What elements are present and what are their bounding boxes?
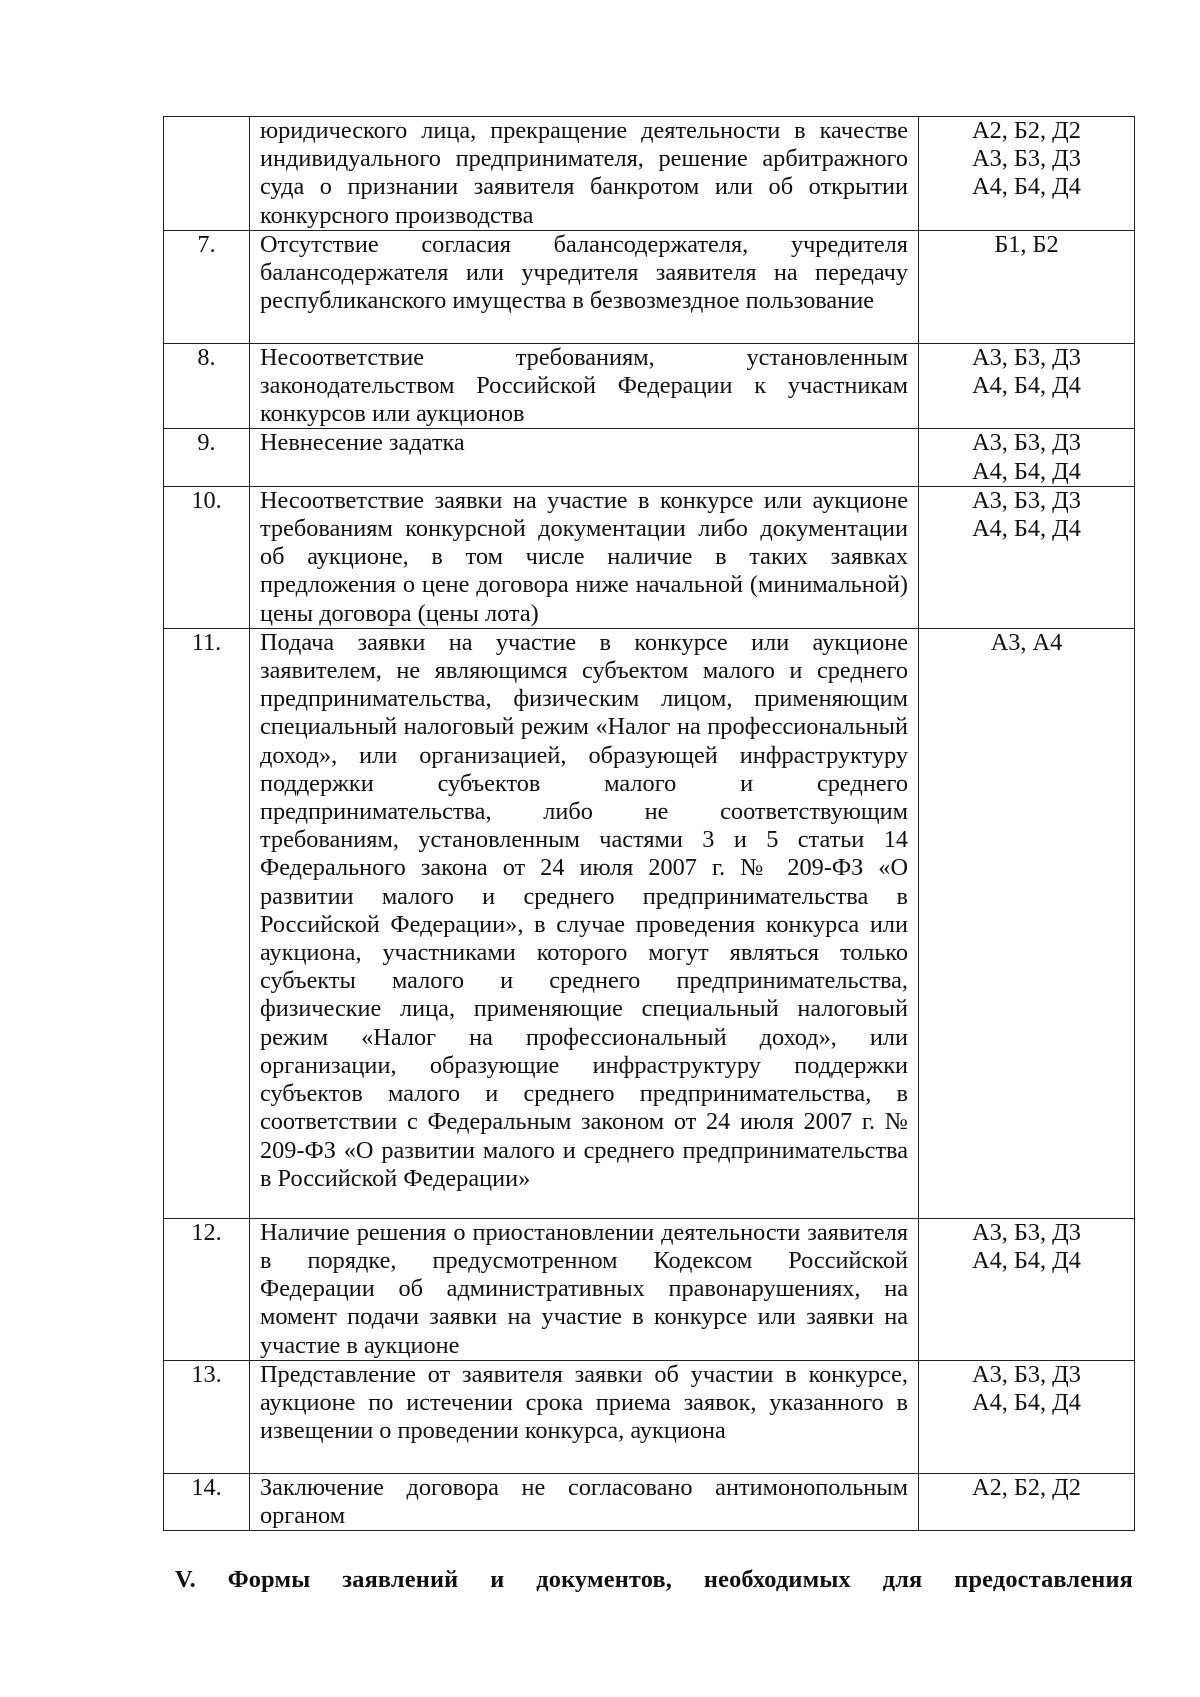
row-text: юридического лица, прекращение деятельности в качестве индивидуального предпринимателя, решение арбитражного суда о признании заявителя банкротом или об открытии конкурсного производства	[250, 117, 919, 231]
code-line: А4, Б4, Д4	[972, 1389, 1081, 1417]
row-text: Подача заявки на участие в конкурсе или аукционе заявителем, не являющимся субъектом малого и среднего предпринимательства, физическим лицом, применяющим специальный налоговый режим «Налог на профессиональный доход», или организацией, образующей инфраструктуру поддержки субъектов малого и среднего предпринимательства, либо не соответствующим требованиям, установленным частями 3 и 5 статьи 14 Федерального закона от 24 июля 2007 г. № 209-ФЗ «О развитии малого и среднего предпринимательства в Российской Федерации», в случае проведения конкурса или аукциона, участниками которого могут являться только субъекты малого и среднего предпринимательства, физические лица, применяющие специальный налоговый режим «Налог на профессиональный доход», или организации, образующие инфраструктуру поддержки субъектов малого и среднего предпринимательства, в соответствии с Федеральным законом от 24 июля 2007 г. № 209-ФЗ «О развитии малого и среднего предпринимательства в Российской Федерации»	[250, 628, 919, 1218]
code-line: А3, Б3, Д3	[972, 1218, 1081, 1246]
row-text: Наличие решения о приостановлении деятельности заявителя в порядке, предусмотренном Кодексом Российской Федерации об административных правонарушениях, на момент подачи заявки на участие в конкурсе или заявки на участие в аукционе	[250, 1218, 919, 1360]
code-line: А3, Б3, Д3	[972, 429, 1081, 457]
row-text: Представление от заявителя заявки об участии в конкурсе, аукционе по истечении срока приема заявок, указанного в извещении о проведении конкурса, аукциона	[250, 1360, 919, 1473]
row-text: Заключение договора не согласовано антимонопольным органом	[250, 1473, 919, 1530]
code-line: А3, Б3, Д3	[972, 145, 1081, 173]
code-line: Б1, Б2	[994, 230, 1059, 258]
table-row	[164, 1473, 1135, 1530]
row-codes	[919, 1360, 1135, 1473]
row-codes	[919, 117, 1135, 231]
row-codes	[919, 486, 1135, 628]
row-codes	[919, 230, 1135, 343]
row-number: 13.	[164, 1360, 250, 1473]
table-row	[164, 117, 1135, 231]
row-text: Отсутствие согласия балансодержателя, учредителя балансодержателя или учредителя заявителя на передачу республиканского имущества в безвозмездное пользование	[250, 230, 919, 343]
refusal-grounds-table	[163, 116, 1135, 1531]
row-codes	[919, 1218, 1135, 1360]
row-number: 10.	[164, 486, 250, 628]
row-number: 12.	[164, 1218, 250, 1360]
row-codes	[919, 628, 1135, 1218]
code-line: А4, Б4, Д4	[972, 173, 1081, 201]
row-codes	[919, 1473, 1135, 1530]
table-row	[164, 486, 1135, 628]
section-heading: V. Формы заявлений и документов, необходимых для предоставления	[175, 1566, 1133, 1593]
row-number: 14.	[164, 1473, 250, 1530]
row-number	[164, 117, 250, 231]
row-number: 8.	[164, 343, 250, 429]
table-row	[164, 343, 1135, 429]
row-text: Несоответствие заявки на участие в конкурсе или аукционе требованиям конкурсной документации либо документации об аукционе, в том числе наличие в таких заявках предложения о цене договора ниже начальной (минимальной) цены договора (цены лота)	[250, 486, 919, 628]
code-line: А3, А4	[990, 628, 1063, 656]
code-line: А2, Б2, Д2	[972, 117, 1081, 144]
code-line: А3, Б3, Д3	[972, 1360, 1081, 1388]
row-number: 7.	[164, 230, 250, 343]
table-row	[164, 628, 1135, 1218]
table-row	[164, 230, 1135, 343]
code-line: А4, Б4, Д4	[972, 515, 1081, 543]
row-text: Несоответствие требованиям, установленным законодательством Российской Федерации к участникам конкурсов или аукционов	[250, 343, 919, 429]
table-row	[164, 1218, 1135, 1360]
code-line: А4, Б4, Д4	[972, 372, 1081, 400]
code-line: А4, Б4, Д4	[972, 457, 1081, 485]
code-line: А2, Б2, Д2	[972, 1473, 1081, 1501]
row-number: 11.	[164, 628, 250, 1218]
code-line: А3, Б3, Д3	[972, 343, 1081, 371]
row-codes	[919, 343, 1135, 429]
table-row	[164, 429, 1135, 486]
row-number: 9.	[164, 429, 250, 486]
row-codes	[919, 429, 1135, 486]
row-text: Невнесение задатка	[250, 429, 919, 486]
code-line: А4, Б4, Д4	[972, 1247, 1081, 1275]
code-line: А3, Б3, Д3	[972, 486, 1081, 514]
table-row	[164, 1360, 1135, 1473]
